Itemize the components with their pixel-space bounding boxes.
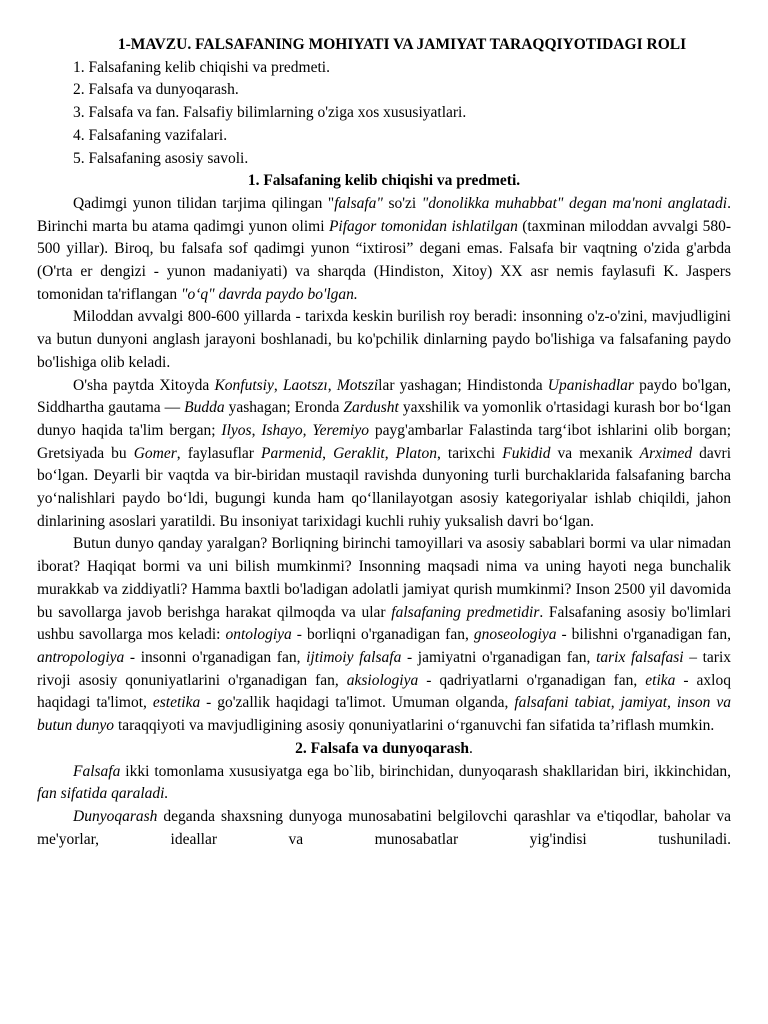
section-heading-2-suffix: . bbox=[469, 739, 473, 757]
italic-run: Platon bbox=[395, 444, 437, 462]
text-run: , bbox=[327, 376, 337, 394]
section-heading-2 bbox=[37, 738, 731, 761]
text-run: , bbox=[384, 444, 396, 462]
text-run: O'sha paytda Xitoyda bbox=[73, 376, 215, 394]
paragraph bbox=[37, 806, 731, 851]
italic-run: Ilyos bbox=[221, 421, 252, 439]
outline-item: 2. Falsafa va dunyoqarash. bbox=[73, 81, 239, 99]
italic-run: Geraklit bbox=[333, 444, 385, 462]
text-run: - insonni o'rganadigan fan, bbox=[124, 648, 307, 666]
text-run: , faylasuflar bbox=[176, 444, 261, 462]
text-run: - jamiyatni o'rganadigan fan, bbox=[401, 648, 597, 666]
italic-run: fan sifatida qaraladi. bbox=[37, 785, 169, 803]
text-run: - borliqni o'rganadigan fan, bbox=[291, 626, 474, 644]
text-run: , bbox=[322, 444, 334, 462]
italic-run: Motszi bbox=[336, 376, 379, 394]
section-heading-2-text: 2. Falsafa va dunyoqarash bbox=[295, 739, 470, 757]
text-run: ikki tomonlama xususiyatga ega bo`lib, birinchidan, dunyoqarash shakllaridan biri, ikkinchidan, bbox=[120, 762, 731, 780]
text-run: - axloq haqidagi ta'limot, bbox=[37, 671, 731, 712]
text-run: Miloddan avvalgi 800-600 yillarda - tarixda keskin burilish roy beradi: insonning o'z-o'zini, mavjudligini va butun dunyoni anglash jarayoni boshlanadi, bu ko'pchilik dinlarning paydo bo'lishiga va falsafaning paydo bo'lishiga olib keladi. bbox=[37, 308, 731, 371]
italic-run: estetika bbox=[152, 694, 201, 712]
outline-item: 4. Falsafaning vazifalari. bbox=[73, 126, 228, 144]
italic-run: Falsafa bbox=[73, 762, 121, 780]
page-title: 1-MAVZU. FALSAFANING MOHIYATI VA JAMIYAT TARAQQIYOTIDAGI ROLI bbox=[117, 36, 687, 53]
italic-run: "donolikka muhabbat" degan ma'noni anglatadi bbox=[421, 194, 728, 212]
text-run: (taxminan miloddan avvalgi 580-500 yillar). Biroq, bu falsafa sof qadimgi yunon “ixtirosi” degani emas. Falsafa bir vaqtning o'zida g'arbda (O'rta er dengizi - yunon madaniyati) va sharqda (Hindiston, Xitoy) XX asr nemis faylasufi K. Jaspers tomonidan ta'riflangan bbox=[37, 217, 732, 303]
italic-run: Ishayo, Yeremiyo bbox=[261, 421, 369, 439]
text-run: - go'zallik haqidagi ta'limot. Umuman olganda, bbox=[200, 694, 515, 712]
section-heading-1: 1. Falsafaning kelib chiqishi va predmeti. bbox=[247, 172, 521, 190]
italic-run: Budda bbox=[184, 399, 225, 417]
italic-run: ijtimoiy falsafa bbox=[306, 648, 402, 666]
outline-item: 5. Falsafaning asosiy savoli. bbox=[73, 149, 249, 167]
italic-run: Zardusht bbox=[343, 399, 399, 417]
paragraph bbox=[37, 761, 731, 806]
italic-run: Parmenid bbox=[261, 444, 323, 462]
text-run: yashagan; Eronda bbox=[224, 399, 344, 417]
text-run: , tarixchi bbox=[436, 444, 503, 462]
italic-run: Dunyoqarash bbox=[73, 807, 158, 825]
italic-run: Konfutsiy bbox=[214, 376, 274, 394]
text-run: so'zi bbox=[382, 194, 422, 212]
italic-run: tarix falsafasi bbox=[596, 648, 684, 666]
italic-run: Pifagor tomonidan ishlatilgan bbox=[328, 217, 518, 235]
text-run: taraqqiyoti va mavjudligining asosiy qonuniyatlarini o‘rganuvchi fan sifatida ta’riflash mumkin. bbox=[114, 717, 715, 735]
text-run: va mexanik bbox=[550, 444, 640, 462]
italic-run: falsafaning predmetidir bbox=[391, 603, 540, 621]
italic-run: falsafa" bbox=[334, 194, 383, 212]
text-run: yaxshilik va yomonlik o'rtasidagi kurash bor bo‘lgan dunyo haqida ta'lim bergan; bbox=[37, 399, 731, 439]
text-run: - bilishni o'rganadigan fan, bbox=[556, 626, 731, 644]
text-run: davri bo‘lgan. Deyarli bir vaqtda va bir-biridan mustaqil ravishda dunyoning turli burchaklarida falsafaning barcha yo‘nalishlari paydo bo‘ldi, bugungi kunda ham qo‘llanilayotgan asosiy kategoriyalar ishlab chiqildi, jahon dinlarining asoslari yaratildi. Bu insoniyat tarixidagi kuchli ruhiy yuksalish davri bo‘lgan. bbox=[37, 444, 732, 530]
italic-run: Laotszı bbox=[282, 376, 328, 394]
paragraph bbox=[37, 193, 731, 307]
text-run: lar yashagan; Hindistonda bbox=[378, 376, 548, 394]
topic-outline bbox=[37, 57, 731, 171]
italic-run: falsafani tabiat, jamiyat, inson va butun dunyo bbox=[37, 694, 731, 735]
paragraph bbox=[37, 375, 731, 534]
italic-run: aksiologiya bbox=[346, 671, 419, 689]
italic-run: "o‘q" davrda paydo bo'lgan. bbox=[180, 285, 358, 303]
italic-run: antropologiya bbox=[37, 648, 125, 666]
italic-run: gnoseologiya bbox=[473, 626, 557, 644]
text-run: paydo bo'lgan, Siddhartha gautama — bbox=[37, 376, 732, 417]
italic-run: Arximed bbox=[639, 444, 693, 462]
paragraph bbox=[37, 533, 731, 737]
italic-run: Upanishadlar bbox=[547, 376, 634, 394]
text-run: . Birinchi marta bu atama qadimgi yunon olimi bbox=[37, 194, 731, 235]
text-run: - qadriyatlarni o'rganadigan fan, bbox=[418, 671, 646, 689]
text-run: Butun dunyo qanday yaralgan? Borliqning birinchi tamoyillari va asosiy sabablari bormi va ular nimadan iborat? Haqiqat bormi va uni bilish mumkinmi? Insonning maqsadi nima va uning hayoti nega bunchalik murakkab va ziddiyatli? Hamma baxtli bo'ladigan adolatli jamiyat qurish mumkinmi? Inson 2500 yil davomida bu savollarga javob berishga harakat qilmoqda va ular bbox=[37, 535, 731, 621]
paragraph bbox=[37, 306, 731, 374]
text-run: , bbox=[273, 376, 283, 394]
text-run: payg'ambarlar Falastinda targ‘ibot ishlarini olib borgan; Gretsiyada bu bbox=[37, 421, 731, 462]
text-run: – tarix rivoji asosiy qonuniyatlarini o'rganadigan fan, bbox=[37, 648, 732, 689]
outline-item: 3. Falsafa va fan. Falsafiy bilimlarning o'ziga xos xususiyatlari. bbox=[73, 104, 467, 122]
italic-run: Gomer bbox=[133, 444, 177, 462]
italic-run: etika bbox=[645, 671, 676, 689]
italic-run: Fukidid bbox=[502, 444, 551, 462]
italic-run: ontologiya bbox=[225, 626, 292, 644]
text-run: deganda shaxsning dunyoga munosabatini belgilovchi qarashlar va e'tiqodlar, baholar va me'yorlar, ideallar va munosabatlar yig'indisi tushuniladi. bbox=[37, 807, 731, 848]
text-run: Qadimgi yunon tilidan tarjima qilingan " bbox=[73, 194, 335, 212]
text-run: . Falsafaning asosiy bo'limlari ushbu savollarga mos keladi: bbox=[37, 603, 731, 644]
text-run: , bbox=[251, 421, 262, 439]
outline-item: 1. Falsafaning kelib chiqishi va predmeti. bbox=[73, 58, 330, 76]
